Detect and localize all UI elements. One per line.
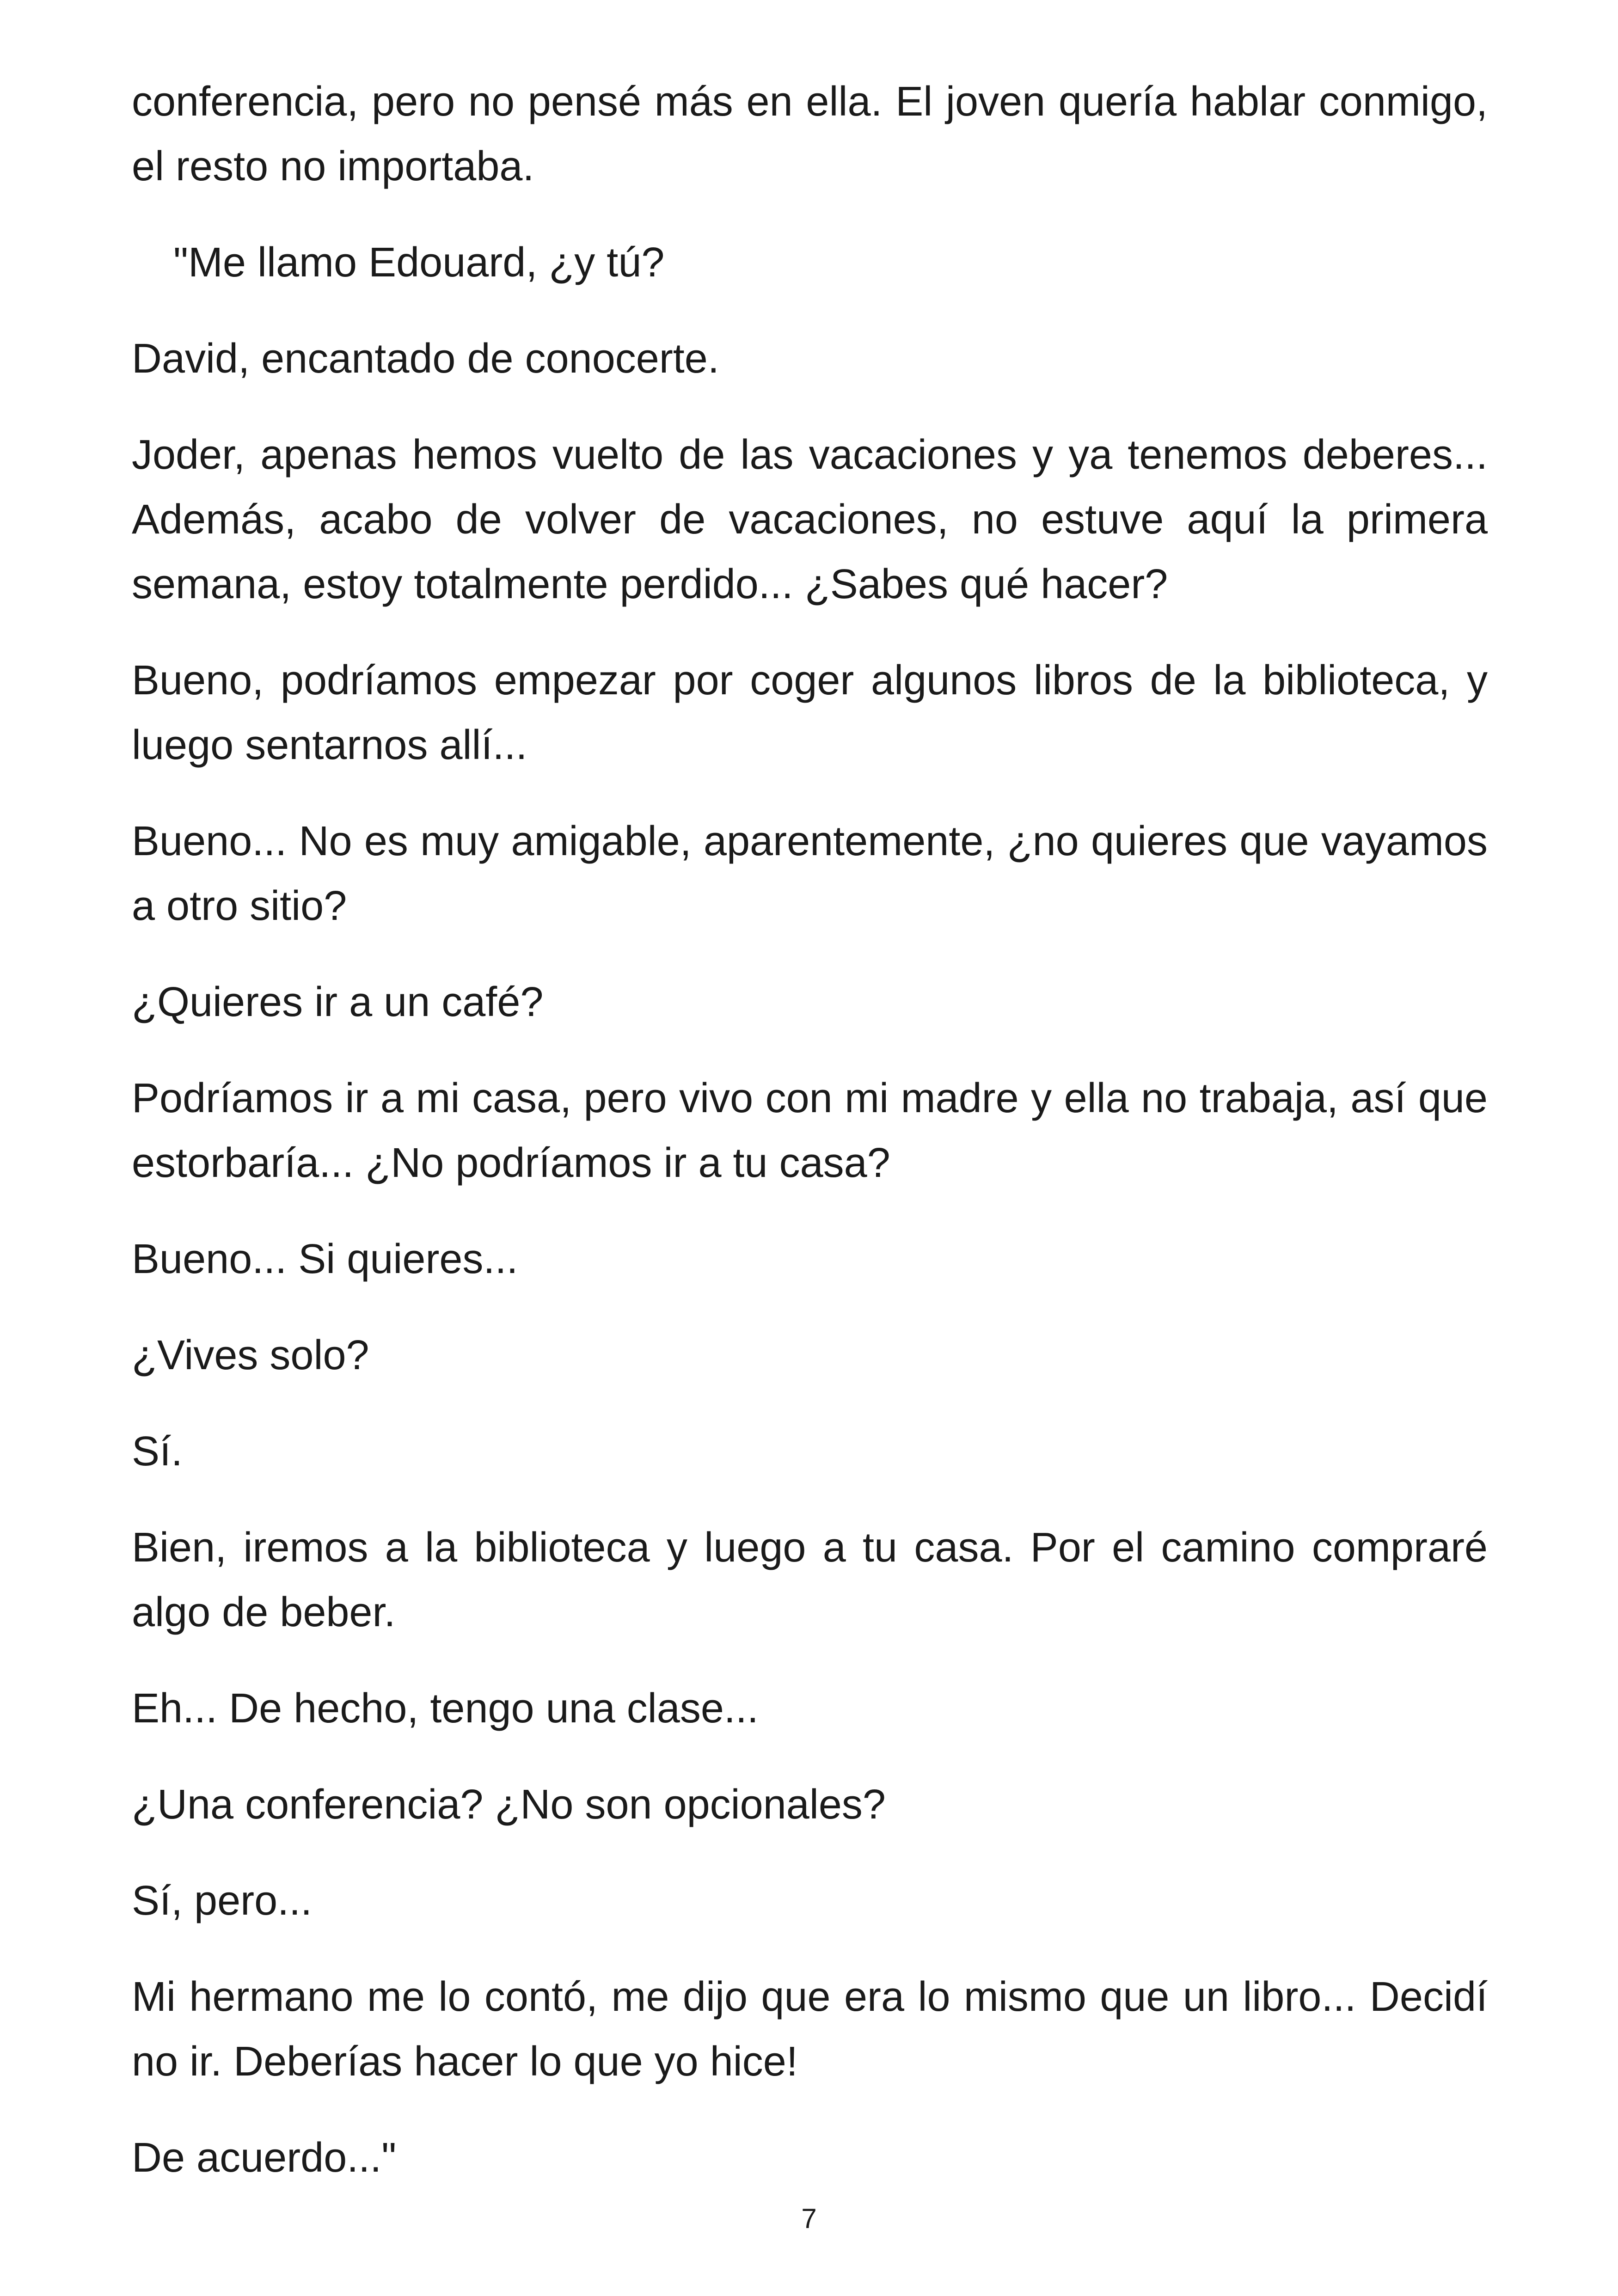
paragraph: Mi hermano me lo contó, me dijo que era lo mismo que un libro... Decidí no ir. Deberías hacer lo que yo hice!: [132, 1974, 1488, 2085]
paragraph: Bueno... No es muy amigable, aparentemente, ¿no quieres que vayamos a otro sitio?: [132, 818, 1488, 929]
paragraph: Sí.: [132, 1428, 183, 1475]
paragraph: Sí, pero...: [132, 1878, 313, 1924]
paragraph: "Me llamo Edouard, ¿y tú?: [173, 239, 665, 286]
paragraph: ¿Quieres ir a un café?: [132, 979, 544, 1025]
paragraph: Bien, iremos a la biblioteca y luego a tu casa. Por el camino compraré algo de beber.: [132, 1525, 1488, 1635]
paragraph: David, encantado de conocerte.: [132, 336, 719, 382]
paragraph: Eh... De hecho, tengo una clase...: [132, 1685, 759, 1732]
paragraph: ¿Una conferencia? ¿No son opcionales?: [132, 1782, 886, 1828]
body-text: [132, 69, 1488, 2222]
paragraph: conferencia, pero no pensé más en ella. El joven quería hablar conmigo, el resto no importaba.: [132, 79, 1488, 190]
paragraph: ¿Vives solo?: [132, 1332, 369, 1378]
page-number: 7: [801, 2203, 817, 2234]
paragraph: Bueno, podríamos empezar por coger algunos libros de la biblioteca, y luego sentarnos allí...: [132, 657, 1488, 768]
paragraph: Joder, apenas hemos vuelto de las vacaciones y ya tenemos deberes... Además, acabo de volver de vacaciones, no estuve aquí la primera semana, estoy totalmente perdido... ¿Sabes qué hacer?: [132, 432, 1488, 607]
paragraph: De acuerdo...": [132, 2135, 397, 2181]
paragraph: Podríamos ir a mi casa, pero vivo con mi madre y ella no trabaja, así que estorbaría... ¿No podríamos ir a tu casa?: [132, 1075, 1488, 1186]
paragraph: Bueno... Si quieres...: [132, 1236, 518, 1282]
